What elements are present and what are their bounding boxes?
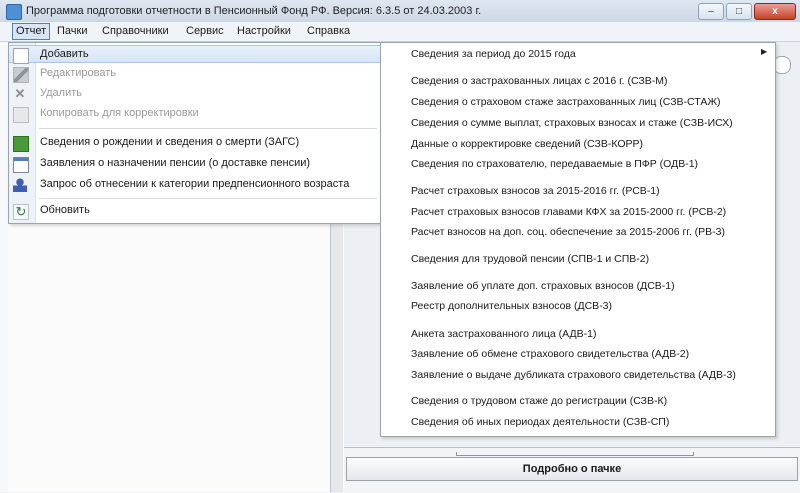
submenu-item-dsv-3[interactable]: Реестр дополнительных взносов (ДСВ-3) — [411, 300, 613, 312]
menu-item-label: Запрос об отнесении к категории предпенсионного возраста — [40, 178, 350, 190]
menu-item-pension-applications[interactable] — [9, 155, 381, 173]
menu-separator — [39, 198, 377, 199]
submenu-item-adv-3[interactable]: Заявление о выдаче дубликата страхового свидетельства (АДВ-3) — [411, 369, 736, 381]
menu-item-preretirement-request[interactable] — [9, 176, 381, 194]
submenu-item-rv-3[interactable]: Расчет взносов на доп. соц. обеспечение за 2015-2006 гг. (РВ-3) — [411, 226, 726, 238]
submenu-item-odv-1[interactable]: Сведения по страхователю, передаваемые в ПФР (ОДВ-1) — [411, 158, 699, 170]
menu-batches[interactable]: Пачки — [57, 25, 88, 37]
submenu-item-szv-iskh[interactable]: Сведения о сумме выплат, страховых взносах и стаже (СЗВ-ИСХ) — [411, 117, 733, 129]
menu-item-label: Удалить — [40, 87, 82, 99]
menu-separator — [39, 128, 377, 129]
menu-item-zags[interactable] — [9, 134, 381, 152]
close-button[interactable] — [754, 3, 796, 20]
menu-report[interactable]: Отчет — [12, 23, 50, 40]
batch-details-button[interactable]: Подробно о пачке — [346, 457, 798, 481]
menu-directories[interactable]: Справочники — [102, 25, 169, 37]
edit-icon — [13, 67, 29, 83]
title-bar — [0, 0, 800, 23]
application-icon — [13, 157, 29, 173]
app-icon — [6, 4, 22, 20]
add-submenu — [380, 42, 776, 437]
submenu-item-rsv-2[interactable]: Расчет страховых взносов главами КФХ за 2015-2000 гг. (РСВ-2) — [411, 206, 727, 218]
person-icon — [13, 178, 27, 192]
menu-bar — [0, 22, 800, 42]
report-menu — [8, 42, 382, 224]
submenu-item-szv-m[interactable]: Сведения о застрахованных лицах с 2016 г. (СЗВ-М) — [411, 75, 668, 87]
menu-item-edit[interactable] — [9, 65, 381, 83]
menu-service[interactable]: Сервис — [186, 25, 224, 37]
submenu-item-adv-2[interactable]: Заявление об обмене страхового свидетельства (АДВ-2) — [411, 348, 690, 360]
menu-help[interactable]: Справка — [307, 25, 351, 37]
submenu-item-before-2015[interactable]: Сведения за период до 2015 года — [411, 48, 576, 60]
submenu-item-szv-stazh[interactable]: Сведения о страховом стаже застрахованных лиц (СЗВ-СТАЖ) — [411, 96, 721, 108]
document-icon — [13, 48, 29, 64]
minimize-button[interactable] — [698, 3, 724, 20]
menu-item-label: Сведения о рождении и сведения о смерти (ЗАГС) — [40, 136, 300, 148]
close-icon: x — [772, 6, 778, 17]
menu-item-label: Обновить — [40, 204, 90, 216]
delete-icon: ✕ — [14, 86, 26, 101]
submenu-item-dsv-1[interactable]: Заявление об уплате доп. страховых взносов (ДСВ-1) — [411, 280, 675, 292]
menu-item-add[interactable] — [9, 45, 381, 63]
submenu-item-szv-k[interactable]: Сведения о трудовом стаже до регистрации (СЗВ-К) — [411, 395, 668, 407]
splitter[interactable] — [456, 452, 694, 456]
menu-item-copy[interactable] — [9, 105, 381, 123]
menu-item-label: Добавить — [40, 48, 89, 60]
minimize-icon: – — [708, 6, 714, 17]
vertical-scrollbar[interactable] — [330, 224, 343, 492]
maximize-button[interactable] — [726, 3, 752, 20]
window-title: Программа подготовки отчетности в Пенсионный Фонд РФ. Версия: 6.3.5 от 24.03.2003 г. — [26, 5, 482, 17]
menu-item-refresh[interactable] — [9, 202, 381, 220]
refresh-icon: ↻ — [13, 204, 29, 220]
menu-item-label: Копировать для корректировки — [40, 107, 199, 119]
submenu-item-adv-1[interactable]: Анкета застрахованного лица (АДВ-1) — [411, 328, 597, 340]
menu-item-delete[interactable] — [9, 85, 381, 103]
submenu-item-spv[interactable]: Сведения для трудовой пенсии (СПВ-1 и СПВ-2) — [411, 253, 650, 265]
menu-item-label: Заявления о назначении пенсии (о доставке пенсии) — [40, 157, 311, 169]
submenu-item-rsv-1[interactable]: Расчет страховых взносов за 2015-2016 гг. (РСВ-1) — [411, 185, 660, 197]
menu-item-label: Редактировать — [40, 67, 116, 79]
maximize-icon: □ — [735, 6, 743, 17]
registry-icon — [13, 136, 29, 152]
submenu-arrow-icon: ▶ — [761, 47, 768, 56]
submenu-item-szv-sp[interactable]: Сведения об иных периодах деятельности (СЗВ-СП) — [411, 416, 670, 428]
copy-icon — [13, 107, 29, 123]
submenu-item-szv-korr[interactable]: Данные о корректировке сведений (СЗВ-КОРР) — [411, 138, 643, 150]
menu-settings[interactable]: Настройки — [237, 25, 291, 37]
